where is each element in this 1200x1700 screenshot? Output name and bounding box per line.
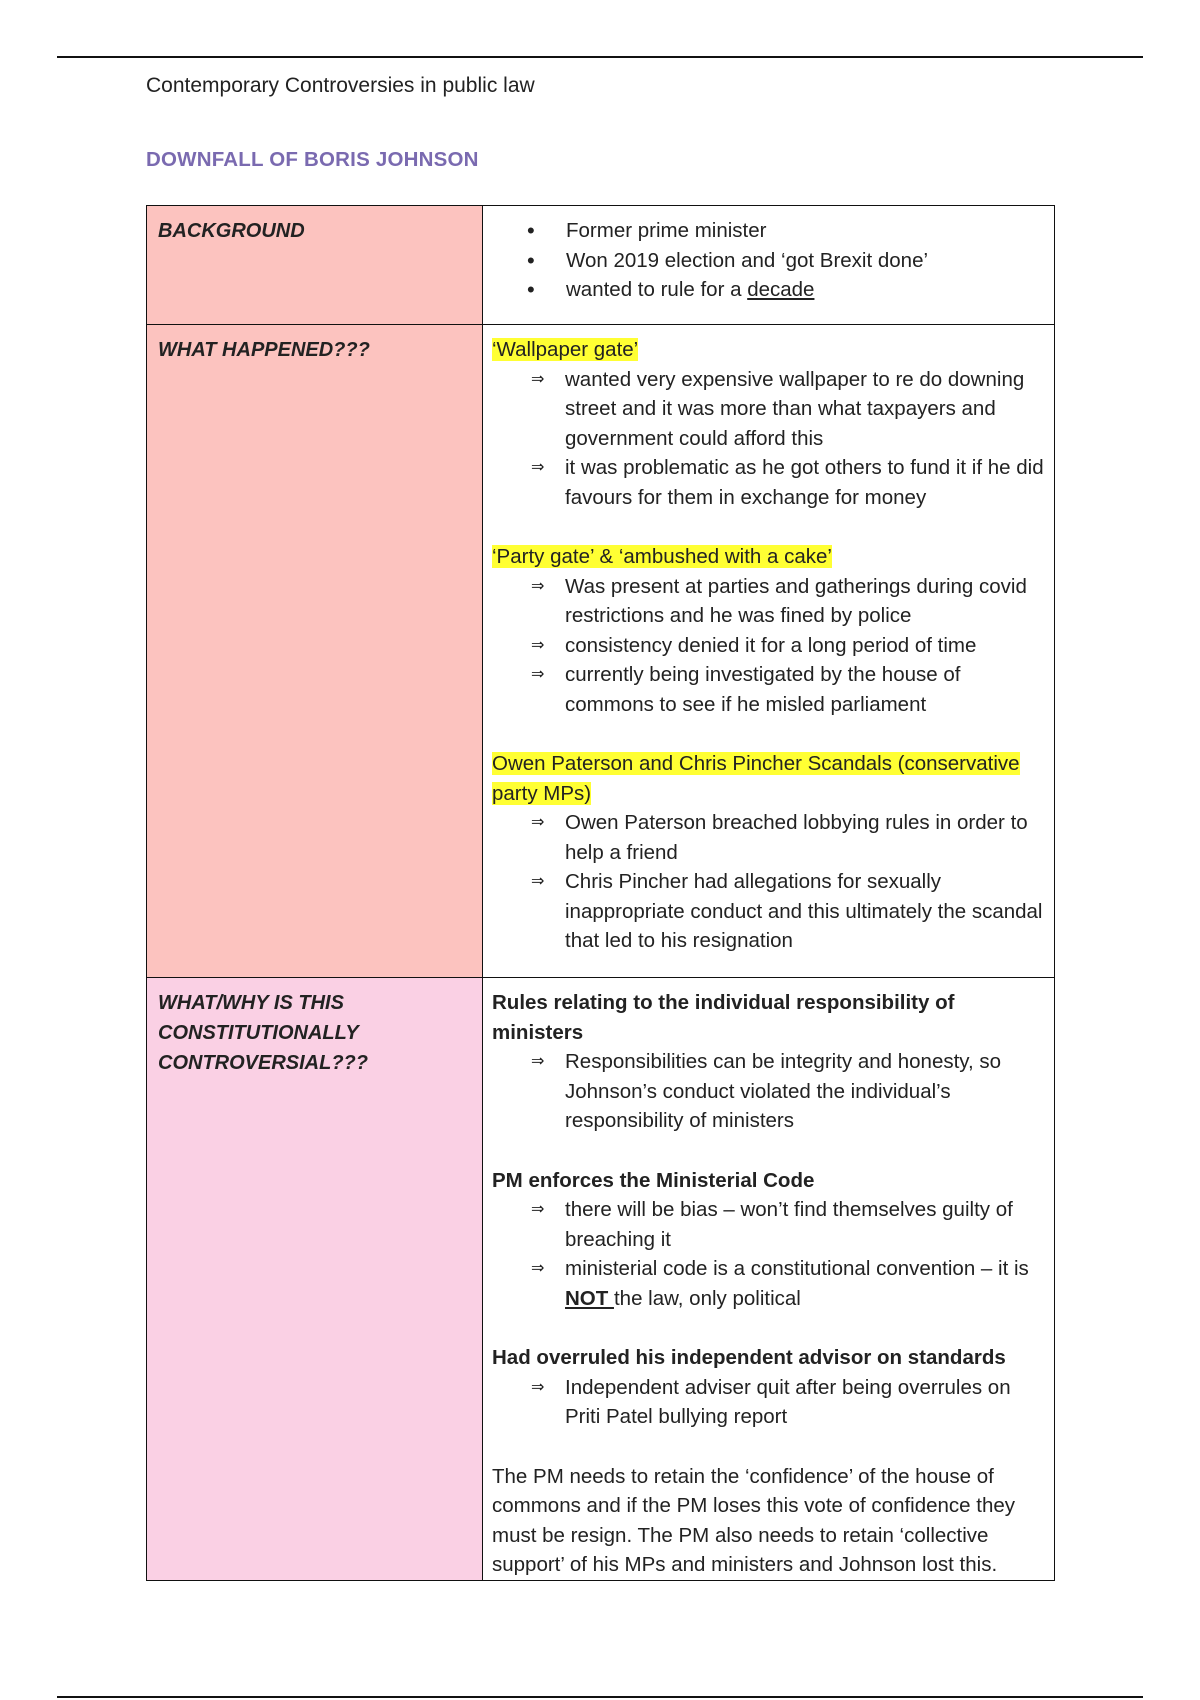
list-item: ⇒ Independent adviser quit after being overrules on Priti Patel bullying report [492,1373,1044,1432]
row-label: WHAT HAPPENED??? [158,339,370,361]
label-cell-why-controversial [147,978,483,1581]
list-item: ⇒ Responsibilities can be integrity and honesty, so Johnson’s conduct violated the individual’s responsibility of ministers [492,1047,1044,1136]
arrow-icon: ⇒ [531,1053,545,1070]
row-label: WHAT/WHY IS THIS CONSTITUTIONALLY CONTROVERSIAL??? [158,992,368,1074]
row-what-happened [147,325,1055,978]
section-heading: PM enforces the Ministerial Code [492,1168,815,1192]
arrow-icon: ⇒ [531,666,545,683]
arrow-list [492,365,1044,513]
arrow-list [492,1373,1044,1432]
underlined-word: decade [747,278,815,301]
arrow-icon: ⇒ [531,814,545,831]
row-label: BACKGROUND [158,220,305,242]
section-heading: ‘Wallpaper gate’ [492,338,639,361]
list-item: • Won 2019 election and ‘got Brexit done’ [492,246,1044,276]
arrow-icon: ⇒ [531,1378,545,1396]
list-item: • wanted to rule for a decade [492,275,1044,305]
emphasis-not: NOT [565,1286,614,1310]
section-heading: Owen Paterson and Chris Pincher Scandals (conservative party MPs) [492,752,1020,805]
list-item: ⇒ Was present at parties and gatherings during covid restrictions and he was fined by police [492,572,1044,631]
content-cell-what-happened [483,325,1055,978]
notes-table [146,205,1055,1581]
list-item: • Former prime minister [492,216,1044,246]
list-item: ⇒ it was problematic as he got others to fund it if he did favours for them in exchange for money [492,453,1044,512]
arrow-icon: ⇒ [531,873,545,890]
list-item: ⇒ there will be bias – won’t find themselves guilty of breaching it [492,1195,1044,1254]
content-cell-background [483,206,1055,325]
section-heading: Rules relating to the individual responsibility of ministers [492,991,955,1044]
label-cell-background [147,206,483,325]
page-title: DOWNFALL OF BORIS JOHNSON [146,148,479,171]
row-why-controversial [147,978,1055,1581]
list-item: ⇒ Owen Paterson breached lobbying rules in order to help a friend [492,808,1044,867]
list-item: ⇒ currently being investigated by the house of commons to see if he misled parliament [492,660,1044,719]
arrow-icon: ⇒ [531,577,545,595]
closing-paragraph: The PM needs to retain the ‘confidence’ of the house of commons and if the PM loses this vote of confidence they must be resign. The PM also needs to retain ‘collective support’ of his MPs and ministers and Johnson lost this. [492,1464,1016,1576]
arrow-list [492,1047,1044,1136]
arrow-list [492,808,1044,956]
arrow-icon: ⇒ [531,636,545,654]
list-item: ⇒ consistency denied it for a long period of time [492,631,1044,661]
arrow-list [492,1195,1044,1313]
row-background [147,206,1055,325]
section-heading: ‘Party gate’ & ‘ambushed with a cake’ [492,545,832,568]
list-item: ⇒ ministerial code is a constitutional convention – it is NOT the law, only political [492,1254,1044,1313]
list-item: ⇒ wanted very expensive wallpaper to re do downing street and it was more than what taxpayers and government could afford this [492,365,1044,454]
bullet-list [492,216,1044,305]
arrow-icon: ⇒ [531,370,545,388]
arrow-list [492,572,1044,720]
list-item: ⇒ Chris Pincher had allegations for sexually inappropriate conduct and this ultimately the scandal that led to his resignation [492,867,1044,956]
arrow-icon: ⇒ [531,1201,545,1218]
arrow-icon: ⇒ [531,459,545,476]
content-cell-why-controversial [483,978,1055,1581]
arrow-icon: ⇒ [531,1260,545,1277]
label-cell-what-happened [147,325,483,978]
header-rule [57,56,1143,58]
section-heading: Had overruled his independent advisor on standards [492,1346,1006,1369]
footer-rule [57,1696,1143,1698]
course-header: Contemporary Controversies in public law [146,74,535,97]
